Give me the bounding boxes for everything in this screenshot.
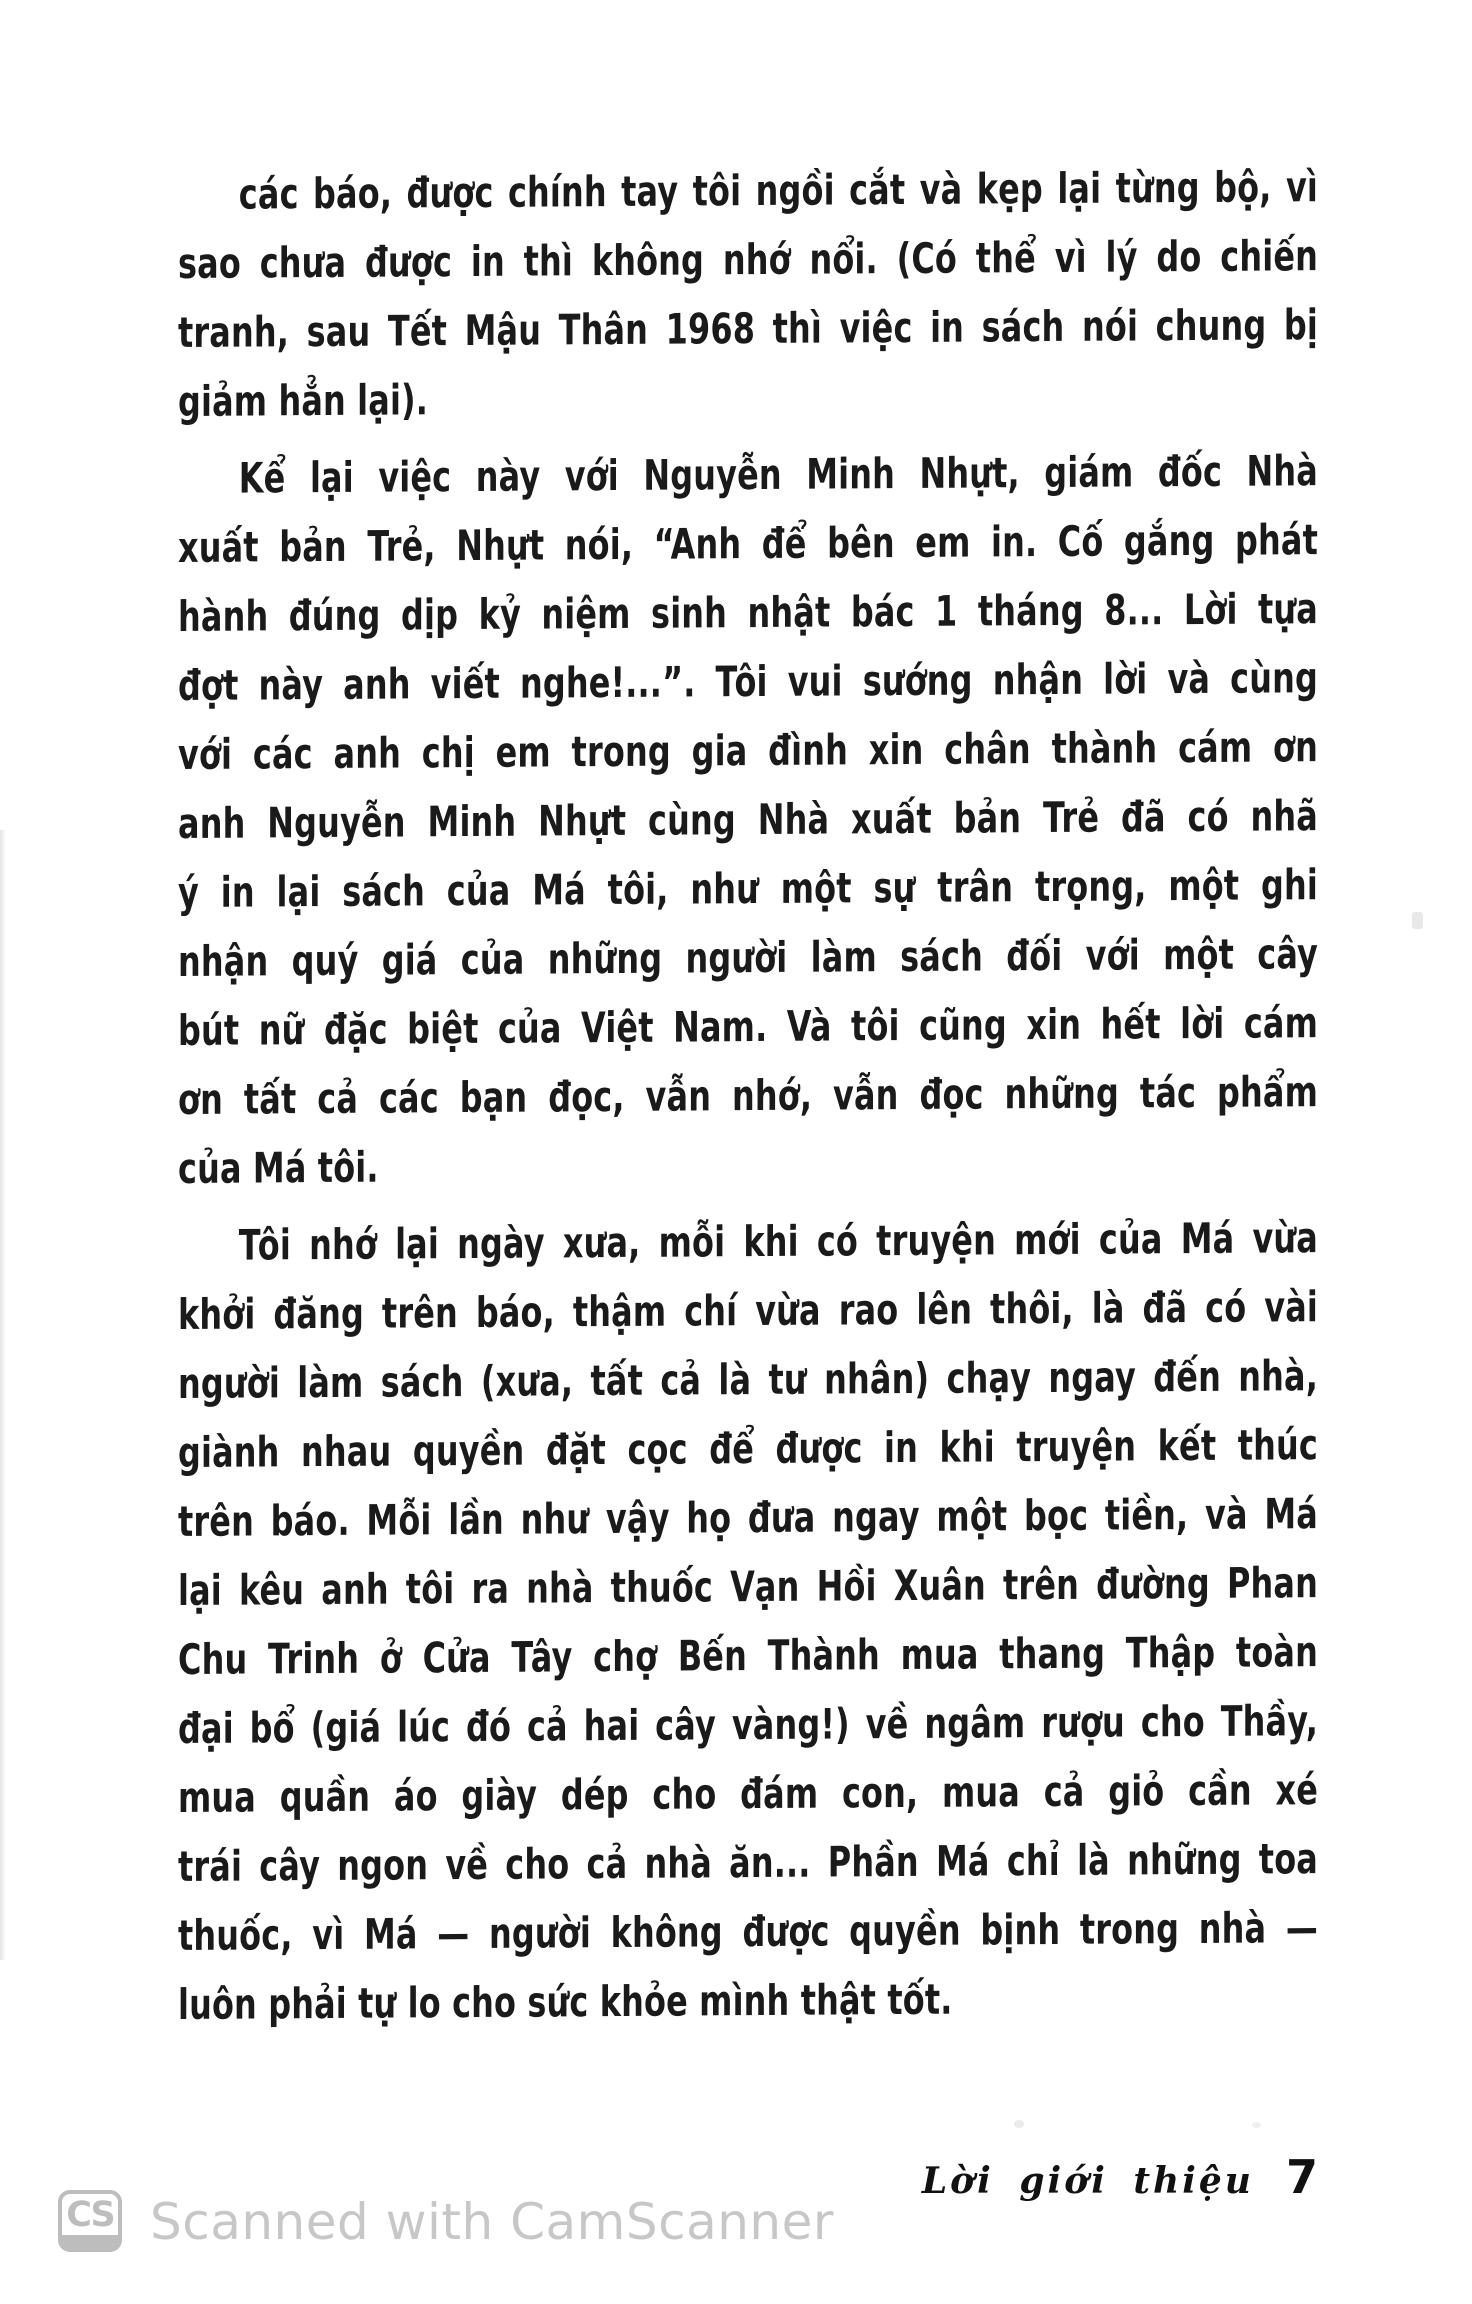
footer-section-title: Lời giới thiệu: [921, 2160, 1254, 2202]
camscanner-logo-text: CS: [66, 2195, 114, 2235]
text-line: ý in lại sách của Má tôi, như một sự trân trọng, một ghi: [178, 860, 1318, 917]
paragraph: [178, 1203, 1318, 2039]
text-line: sao chưa được in thì không nhớ nổi. (Có thể vì lý do chiến: [178, 231, 1318, 288]
text-line: luôn phải tự lo cho sức khỏe mình thật tốt.: [178, 1974, 953, 2029]
footer-page-number: 7: [1285, 2150, 1318, 2204]
camscanner-logo-bar: [62, 2235, 118, 2248]
text-line: với các anh chị em trong gia đình xin chân thành cám ơn: [178, 722, 1318, 779]
text-line: giảm hẳn lại).: [178, 375, 429, 426]
text-line: hành đúng dịp kỷ niệm sinh nhật bác 1 tháng 8... Lời tựa: [178, 584, 1318, 641]
text-line: thuốc, vì Má — người không được quyền bịnh trong nhà —: [178, 1903, 1318, 1960]
camscanner-watermark-label: Scanned with CamScanner: [150, 2193, 834, 2251]
text-line: xuất bản Trẻ, Nhựt nói, “Anh để bên em in. Cố gắng phát: [178, 515, 1318, 572]
text-line: lại kêu anh tôi ra nhà thuốc Vạn Hồi Xuân trên đường Phan: [178, 1558, 1318, 1615]
text-line: giành nhau quyền đặt cọc để được in khi truyện kết thúc: [178, 1420, 1318, 1477]
text-line: anh Nguyễn Minh Nhựt cùng Nhà xuất bản Trẻ đã có nhã: [178, 791, 1318, 848]
scan-speck: [1252, 2122, 1261, 2128]
text-line: của Má tôi.: [178, 1142, 379, 1193]
scan-edge-streak: [0, 830, 6, 1960]
text-line: khởi đăng trên báo, thậm chí vừa rao lên thôi, là đã có vài: [178, 1282, 1318, 1339]
text-line: trên báo. Mỗi lần như vậy họ đưa ngay một bọc tiền, và Má: [178, 1489, 1318, 1546]
text-line: ơn tất cả các bạn đọc, vẫn nhớ, vẫn đọc những tác phẩm: [178, 1067, 1318, 1124]
text-line: các báo, được chính tay tôi ngồi cắt và kẹp lại từng bộ, vì: [238, 162, 1318, 219]
text-line: đợt này anh viết nghe!...”. Tôi vui sướng nhận lời và cùng: [178, 653, 1318, 710]
text-line: trái cây ngon về cho cả nhà ăn... Phần Má chỉ là những toa: [178, 1834, 1318, 1891]
text-line: bút nữ đặc biệt của Việt Nam. Và tôi cũng xin hết lời cám: [178, 998, 1318, 1055]
paragraph: [178, 436, 1318, 1203]
text-line: đại bổ (giá lúc đó cả hai cây vàng!) về ngâm rượu cho Thầy,: [178, 1696, 1318, 1753]
scan-speck: [1014, 2120, 1024, 2128]
camscanner-logo-icon: [58, 2190, 122, 2252]
paragraph: [178, 152, 1318, 436]
text-line: mua quần áo giày dép cho đám con, mua cả giỏ cần xé: [178, 1765, 1318, 1822]
text-line: Kể lại việc này với Nguyễn Minh Nhựt, giám đốc Nhà: [238, 446, 1318, 503]
text-line: tranh, sau Tết Mậu Thân 1968 thì việc in sách nói chung bị: [178, 300, 1318, 357]
text-line: người làm sách (xưa, tất cả là tư nhân) chạy ngay đến nhà,: [178, 1351, 1318, 1408]
text-line: nhận quý giá của những người làm sách đối với một cây: [178, 929, 1318, 986]
text-column: [178, 152, 1318, 2039]
text-line: Chu Trinh ở Cửa Tây chợ Bến Thành mua thang Thập toàn: [178, 1627, 1318, 1684]
scan-speck: [1412, 912, 1423, 929]
text-line: Tôi nhớ lại ngày xưa, mỗi khi có truyện mới của Má vừa: [238, 1213, 1318, 1270]
